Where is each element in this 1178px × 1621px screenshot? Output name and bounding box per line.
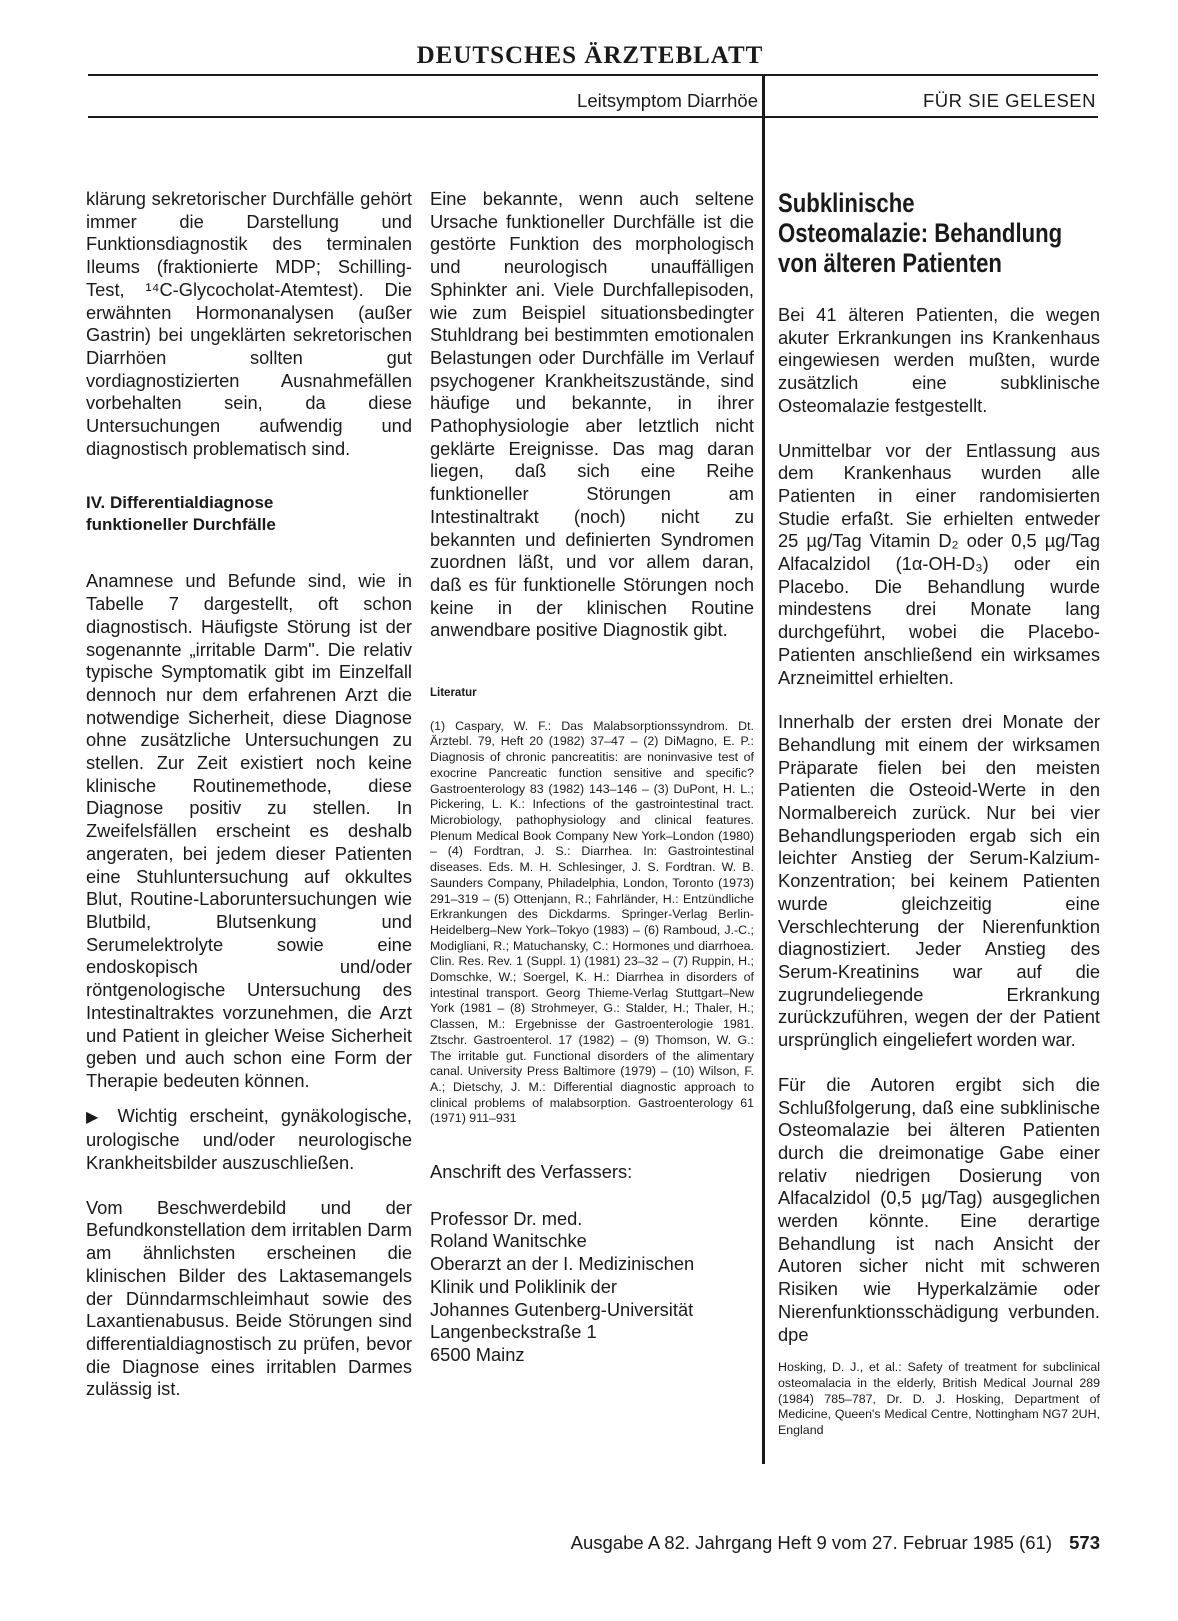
page-footer: [400, 1532, 1100, 1554]
paragraph: Innerhalb der ersten drei Monate der Behandlung mit einem der wirksamen Präparate fielen bei den meisten Patienten die Osteoid-Werte in den Normalbereich zurück. Nur bei vier Behandlungsperioden ergab sich ein leichter Anstieg der Serum-Kalzium-Konzentration; bei keinem Patienten wurde gleichzeitig eine Verschlechterung der Nierenfunktion diagnostiziert. Jeder Anstieg des Serum-Kreatinins war auf die zugrundeliegende Erkrankung zurückzuführen, wegen der der Patient ursprünglich eingeliefert worden war.: [778, 711, 1100, 1051]
edition-info: Ausgabe A 82. Jahrgang Heft 9 vom 27. Februar 1985 (61): [570, 1532, 1052, 1553]
paragraph: Unmittelbar vor der Entlassung aus dem Krankenhaus wurden alle Patienten in einer randomisierten Studie erfaßt. Sie erhielten entweder 25 µg/Tag Vitamin D₂ oder 0,5 µg/Tag Alfacalzidol (1α-OH-D₃) oder ein Placebo. Die Behandlung wurde mindestens drei Monate lang durchgeführt, wobei die Placebo-Patienten anschließend ein wirksames Arzneimittel erhielten.: [778, 439, 1100, 688]
address-line: Roland Wanitschke: [430, 1230, 587, 1252]
paragraph: Eine bekannte, wenn auch seltene Ursache funktioneller Durchfälle ist die gestörte Funktion des morphologisch und neurologisch unauffälligen Sphinkter ani. Viele Durchfallepisoden, wie zum Beispiel situationsbedingter Stuhldrang bei bestimmten emotionalen Belastungen oder Durchfälle im Verlauf psychogener Krankheitszustände, sind häufige und bekannte, in ihrer Pathophysiologie aber letztlich nicht geklärte Ereignisse. Das mag daran liegen, daß sich eine Reihe funktioneller Störungen am Intestinaltrakt (noch) nicht zu bekannten und definierten Syndromen zuordnen läßt, und vor allem daran, daß es für funktionelle Störungen noch keine in der klinischen Routine anwendbare positive Diagnostik gibt.: [430, 188, 754, 641]
column-2: [430, 188, 754, 1367]
article-title-line: Osteomalazie: Behandlung: [778, 218, 1063, 248]
column-3: [778, 188, 1100, 1439]
masthead-title: DEUTSCHES ÄRZTEBLATT: [416, 42, 764, 69]
article-title: [778, 188, 1106, 278]
bullet-paragraph: [86, 1105, 412, 1175]
section-heading: IV. Differentialdiagnose funktioneller Durchfälle: [86, 493, 276, 535]
address-title: Anschrift des Verfassers:: [430, 1161, 633, 1183]
address-line: Professor Dr. med.: [430, 1207, 583, 1229]
literature-title: Literatur: [430, 687, 477, 700]
bullet-arrow-icon: ▶: [86, 1108, 106, 1126]
paragraph: klärung sekretorischer Durchfälle gehört immer die Darstellung und Funktionsdiagnostik des terminalen Ileums (fraktionierte MDP; Schilling-Test, ¹⁴C-Glycocholat-Atemtest). Die erwähnten Hormonanalysen (außer Gastrin) bei ungeklärten sekretorischen Diarrhöen sollten gut vordiagnostizierten Ausnahmefällen vorbehalten sein, da diese Untersuchungen aufwendig und diagnostisch problematisch sind.: [86, 188, 412, 459]
source-citation: Hosking, D. J., et al.: Safety of treatment for subclinical osteomalacia in the elderly, British Medical Journal 289 (1984) 785–787, Dr. D. J. Hosking, Department of Medicine, Queen's Medical Centre, Nottingham NG7 2UH, England: [778, 1360, 1100, 1438]
section-label-right: FÜR SIE GELESEN: [922, 90, 1096, 111]
bullet-text: Wichtig erscheint, gynäkologische, urologische und/oder neurologische Krankheitsbilder auszuschließen.: [86, 1104, 412, 1174]
header-rule: [88, 116, 1098, 118]
section-label-left: Leitsymptom Diarrhöe: [577, 90, 758, 111]
literature-list: (1) Caspary, W. F.: Das Malabsorptionssyndrom. Dt. Ärztebl. 79, Heft 20 (1982) 37–47 – (2) DiMagno, E. P.: Diagnosis of chronic pancreatitis: are noninvasive test of exocrine Pancreatic function sensitive and specific? Gastroenterology 83 (1982) 143–146 – (3) DuPont, H. L.; Pickering, L. K.: Infections of the gastrointestinal tract. Microbiology, pathophysiology and clinical features. Plenum Medical Book Company New York–London (1980) – (4) Fordtran, J. S.: Diarrhea. In: Gastrointestinal diseases. Eds. M. H. Schlesinger, J. S. Fordtran. W. B. Saunders Company, Philadelphia, London, Toronto (1973) 291–319 – (5) Ottenjann, R.; Fahrländer, H.: Entzündliche Erkrankungen des Dickdarms. Springer-Verlag Berlin-Heidelberg–New York–Tokyo (1983) – (6) Ramboud, J.-C.; Modigliani, R.; Matuchansky, C.: Hormones und diarrhoea. Clin. Res. Rev. 1 (Suppl. 1) (1981) 23–32 – (7) Ruppin, H.; Domschke, W.; Soergel, K. H.: Diarrhea in disorders of intestinal transport. Georg Thieme-Verlag Stuttgart–New York (1981 – (8) Strohmeyer, G.: Stalder, H.; Thaler, H.; Classen, M.: Ergebnisse der Gastroenterologie 1981. Ztschr. Gastroenterol. 17 (1982) – (9) Thomson, W. G.: The irritable gut. Functional disorders of the alimentary canal. University Press Baltimore (1979) – (10) Wilson, F. A.; Dietschy, J. M.: Differential diagnostic approach to clinical problems of malabsorption. Gastroenterology 61 (1971) 911–931: [430, 718, 754, 1126]
column-1: [86, 188, 412, 1401]
address-line: Johannes Gutenberg-Universität: [430, 1298, 694, 1320]
page-number: 573: [1069, 1532, 1100, 1553]
paragraph: Bei 41 älteren Patienten, die wegen akuter Erkrankungen ins Krankenhaus eingewiesen werden mußten, wurde zusätzlich eine subklinische Osteomalazie festgestellt.: [778, 304, 1100, 416]
paragraph: Vom Beschwerdebild und der Befundkonstellation dem irritablen Darm am ähnlichsten erscheinen die klinischen Bilder des Laktasemangels der Dünndarmschleimhaut sowie des Laxantienabusus. Beide Störungen sind differentialdiagnostisch zu prüfen, bevor die Diagnose eines irritablen Darmes zulässig ist.: [86, 1196, 412, 1400]
article-title-line: Subklinische: [778, 188, 915, 218]
column-divider: [762, 74, 765, 1464]
masthead-rule: [88, 74, 1098, 76]
address-line: Klinik und Poliklinik der: [430, 1275, 617, 1297]
address-line: Langenbeckstraße 1: [430, 1321, 597, 1343]
address-line: 6500 Mainz: [430, 1343, 525, 1365]
address-block: [430, 1208, 754, 1367]
address-line: Oberarzt an der I. Medizinischen: [430, 1253, 695, 1275]
paragraph: Für die Autoren ergibt sich die Schlußfolgerung, daß eine subklinische Osteomalazie bei älteren Patienten durch die dreimonatige Gabe einer relativ niedrigen Dosierung von Alfacalzidol (0,5 µg/Tag) ausgeglichen werden könnte. Eine derartige Behandlung ist nach Ansicht der Autoren sicher nicht mit schweren Risiken wie Hyperkalzämie oder Nierenfunktionsschädigung verbunden. dpe: [778, 1073, 1100, 1345]
paragraph: Anamnese und Befunde sind, wie in Tabelle 7 dargestellt, oft schon diagnostisch. Häufigste Störung ist der sogenannte „irritable Darm". Die relativ typische Symptomatik gibt im Einzelfall dennoch nur dem erfahrenen Arzt die notwendige Sicherheit, diese Diagnose ohne zusätzliche Untersuchungen zu stellen. Zur Zeit existiert noch keine klinische Routinemethode, diese Diagnose positiv zu stellen. In Zweifelsfällen erscheint es deshalb angeraten, bei jedem dieser Patienten eine Stuhluntersuchung auf okkultes Blut, Routine-Laboruntersuchungen wie Blutbild, Blutsenkung und Serumelektrolyte sowie eine endoskopisch und/oder röntgenologische Untersuchung des Intestinaltraktes vorzunehmen, die Arzt und Patient in gleicher Weise Sicherheit geben und auch schon eine Form der Therapie bedeuten können.: [86, 570, 412, 1091]
article-title-line: von älteren Patienten: [778, 248, 1002, 278]
